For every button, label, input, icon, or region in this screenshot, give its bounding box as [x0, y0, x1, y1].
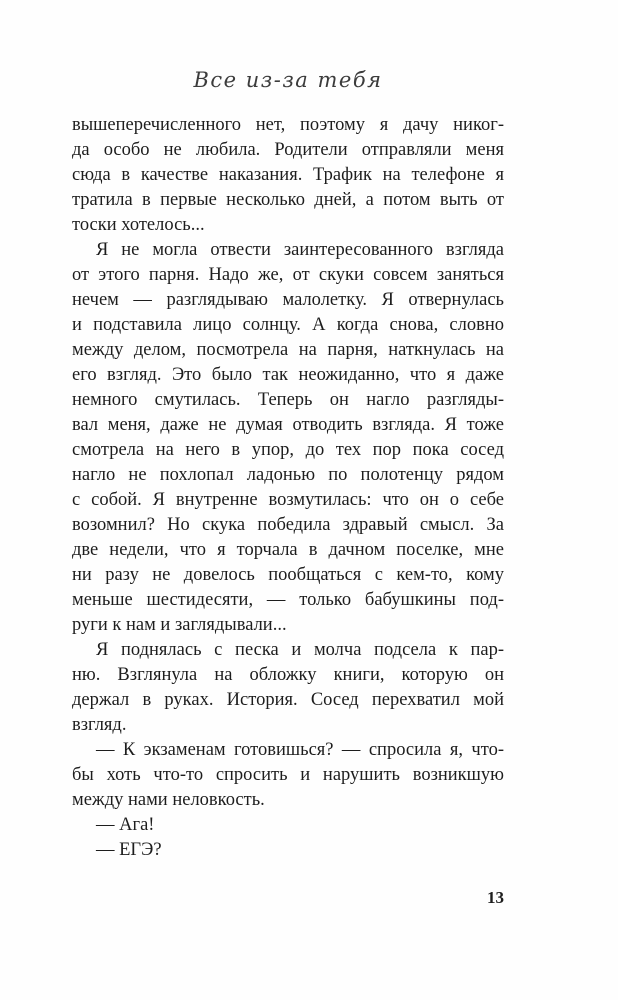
- text-line: ни разу не довелось пообщаться с кем-то, кому: [72, 565, 504, 585]
- text-line: между делом, посмотрела на парня, наткнулась на: [72, 340, 504, 360]
- text-line: тоски хотелось...: [72, 215, 205, 235]
- text-line: сюда в качестве наказания. Трафик на телефоне я: [72, 165, 504, 185]
- text-line: ню. Взглянула на обложку книги, которую он: [72, 665, 504, 685]
- text-line: Я поднялась с песка и молча подсела к пар-: [96, 640, 504, 660]
- text-line: бы хоть что-то спросить и нарушить возникшую: [72, 765, 504, 785]
- page-number: 13: [487, 888, 504, 907]
- text-line: нечем — разглядываю малолетку. Я отвернулась: [72, 290, 504, 310]
- text-line: — К экзаменам готовишься? — спросила я, что-: [96, 740, 504, 760]
- text-line: между нами неловкость.: [72, 790, 265, 810]
- text-line: его взгляд. Это было так неожиданно, что я даже: [72, 365, 504, 385]
- text-line: возомнил? Но скука победила здравый смысл. За: [72, 515, 504, 535]
- text-line: тратила в первые несколько дней, а потом выть от: [72, 190, 504, 210]
- text-line: от этого парня. Надо же, от скуки совсем заняться: [72, 265, 504, 285]
- text-line: взгляд.: [72, 715, 127, 735]
- text-line: Я не могла отвести заинтересованного взгляда: [96, 240, 504, 260]
- running-head: Все из-за тебя: [193, 68, 383, 92]
- text-line: нагло не похлопал ладонью по полотенцу рядом: [72, 465, 504, 485]
- body-text: [72, 113, 504, 863]
- text-line: вышеперечисленного нет, поэтому я дачу никог-: [72, 115, 504, 135]
- text-line: — Ага!: [96, 815, 155, 835]
- text-line: — ЕГЭ?: [96, 840, 162, 860]
- text-line: немного смутилась. Теперь он нагло разгляды-: [72, 390, 504, 410]
- text-line: вал меня, даже не думая отводить взгляда. Я тоже: [72, 415, 504, 435]
- text-line: руги к нам и заглядывали...: [72, 615, 287, 635]
- text-line: с собой. Я внутренне возмутилась: что он о себе: [72, 490, 504, 510]
- text-line: смотрела на него в упор, до тех пор пока сосед: [72, 440, 504, 460]
- text-line: две недели, что я торчала в дачном поселке, мне: [72, 540, 504, 560]
- text-line: меньше шестидесяти, — только бабушкины под-: [72, 590, 504, 610]
- text-line: да особо не любила. Родители отправляли меня: [72, 140, 504, 160]
- text-line: держал в руках. История. Сосед перехватил мой: [72, 690, 504, 710]
- text-line: и подставила лицо солнцу. А когда снова, словно: [72, 315, 504, 335]
